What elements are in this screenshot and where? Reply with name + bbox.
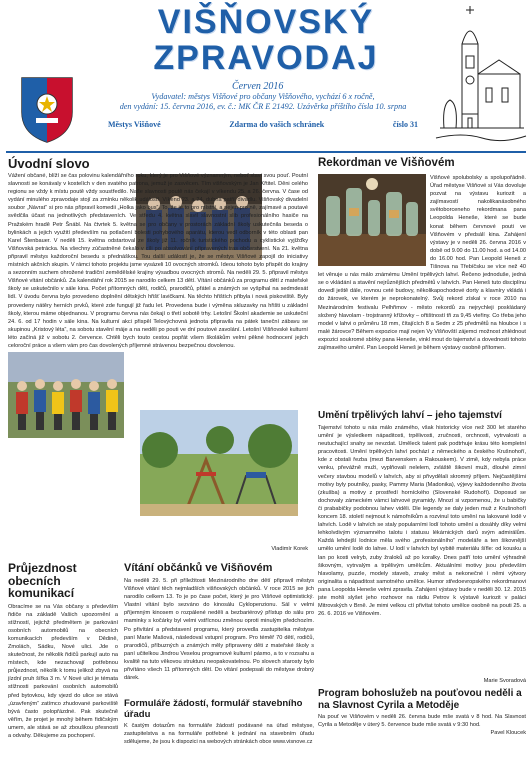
publisher-info: Vydavatel: městys Višňové pro občany Višňového, vychází 6 x ročně, den vydání: 15. června 2016, ev. č.: MK ČR E 21492. Uzávěrka příštího čísla 10. srpna bbox=[119, 92, 407, 111]
section-umeni bbox=[318, 410, 526, 686]
masthead-title-line2: ZPRAVODAJ bbox=[153, 39, 379, 77]
umeni-body: Tajemství tohoto u nás málo známého, však historicky více než 300 let starého umění je výsledkem nápaditosti, trpělivosti, zručnosti, orchnosti, vytrvalosti a neutuchající snahy se nevzdat. Uměleck talent pak podtrhuje krásu této kompletní pracovitosti. Umění trpělivých lahví pochází z německého a českého Krušnohoří, kde z obstali řezba (mezi Barvenskem a Rakouskem). V zimě, kdy nebyla práce venku, převážně muži, vyplňovali nelelem, zvláště šikovní muži, dlouhé zimní večery stavbou modelů v lahvích, aby si přivydělali skromný příjem. Nejčastějšími motivy byly poutníky, pasky, Pammy Maria (Madonika), výjevy každodenního života (zkušba) a motivy z prostředí horníckého (Slovenské Rudohoří). Doposud se dochovaly zámeckém vámci lahvové pyramidy. Mnozí si vzpomenou, že u babičky či prababičky podobnou lahev viděli. Dle legendy se daly jeden muž z Krušnohoří koncem 18. století nejmout k námořníkům a rozvinul toto umění na lakované lodě v lahvích. Lodě v lahvích se staly popularními lodí tohoto umění a dosáhly díky velmi lehkolvdivým významného talotu i statusu lékárnických darů svým admirálům. Každá lehdejší lodnice měla svého „profesionálního“ modeláře a ten šikovnější umělo umění lodě do lahve. U lodí v lahvích byl vybitě materiálu šířle: od kousku a lan po kosti velryb, zuby žraloků až po koralky. Dnes patří toto umění výhradně šikovným, vytrvalým a trpělivým umělcům. Aktuálními motivy jsou především hlavolamy, puzzle, modely staveb, znaky měst a nekonečné i němi výtvory originalita a nápaditost samotného umělce. Humor středoevropského rekordmanovi pana Leopolda Heneše velmi zpravila. Zahájení výstavy bude v neděli 30. 12. 2015 jste mohli slyšet jeho rozhovor na rádiu Petrov k výstavě kuriozit v paláci Mitrovských v Brně. Je mimi velkou ctí přivítat tohoto umělce osobně na pouti 25. a 26. 6. 2016 ve Višňovém. bbox=[318, 425, 526, 618]
distribution-note: Zdarma do vašich schránek bbox=[229, 120, 325, 129]
uvodni-title: Úvodní slovo bbox=[8, 156, 90, 171]
section-formulare bbox=[124, 698, 314, 756]
program-body: Na pouť ve Višňovém v neděli 26. června bude mše svatá v 8 hod. Na Slavnost Cyrila a Metoděje v úterý 5. července bude mše svatá v 9:30 hod. bbox=[318, 714, 526, 729]
rekordman-title: Rekordman ve Višňovém bbox=[318, 157, 455, 169]
uvodni-body bbox=[8, 172, 308, 350]
float-spacer bbox=[318, 174, 430, 266]
section-vitani bbox=[124, 562, 314, 682]
rekordman-body bbox=[318, 174, 526, 352]
rekordman-body-wrap bbox=[318, 174, 526, 408]
formulare-body: K častým dotazům na formuláře žádostí podávané na úřad městyse, zastupitelstva a na formuláře potřebné k jednání na stavebním úřadu sdělujeme, že jsou k dispozici na webových stránkách obce www.visnove.cz bbox=[124, 723, 314, 746]
masthead-divider bbox=[6, 151, 526, 153]
town-name: Městys Višňové bbox=[108, 120, 161, 129]
prujezdnost-title: Průjezdnost obecních komunikací bbox=[8, 561, 77, 600]
vitani-body: Na neděli 29. 5. při příležitosti Mezinárodního dne dětí připravil městys Višňové vítání těch nejmladších višňovských občánků. V roce 2015 se jich narodilo celkem 13. To je po čase počet, který je pro Višňové optimistický. Vlastní vítání bylo sezváno do kinosálu Cyklopenzionu. Sál v velmi příjemným kinosem o rozpálené neděli a bezbariérový přístup do sálu pro maminky s kočárky byl velmi vstřícnou změnou oproti minulým předchozím. Po přivítání a představení programu, který provedla zastupitelka městyse paní Marie Mašová, následoval vstupní program. Pro téměř 70 dětí, rodičů, prarodičů, příbuzných a známých měly připraveny děti z mateřské školy s paní učitelkou Jindrou Veselou programové kulturní pásmo, a to v rozsahu a kvalitě na tuto věkovou strukturu neopakovatelnou. Po slovech starosty bylo přivítáno všech 11 přítomných dětí. Do vítání podepsali do městyse drobný dárek. bbox=[124, 578, 314, 682]
prujezdnost-body: Obracíme se na Vás občany s především řidiče na základě Vašich upozornění a stížností, jejichž předmětem je parkování osobních automobilů na obecních komunikacích především v Dědině, Zmolách, Sádku, Nové ulici. Jde o skutečnost, že několik řidičů parkují auto na místech, kde nezachovají potřebnou průjezdnost, několik k tomu jelikož zbyvá na jízdní pruh šířka 3 m. V Nové ulici je témata stížnosti parkování osobních automobilů před bytovkou, kdy vjezd do ulice se stává „úzavřeným“ zatímco zhudované parkoviště bývá často polopřázdné. Pak skutečně věřím, že projet je mnohý během řidičským umem, ale stává se až zbouškou přesnosti a odvahy. Děkujeme za pochopení. bbox=[8, 603, 118, 739]
section-program bbox=[318, 688, 526, 756]
program-title: Program bohoslužeb na pouťovou neděli a na Slavnost Cyrila a Metoděje bbox=[318, 688, 522, 711]
flow-text: Vážení občané, blíží se čas polovinu kalendářního roku, který je pro Višňové významným, neboť stavi svou pouť. Poutní slavnosti se konávaly v kostelích v den svatého patrona, jemuž je zasvěcen. Tím višňovským je Jan Křtitel. Děni celého regionu se vždy k místu poutě vždy soustředilo. Naše slavnosti poutě nás čekají v víkendu 25. a 26. června. V čase od vydání minulého zpravodaje stojí za zmínku několik událostí. Víkend 23. a 24. dubna patřil divadlu. Višňovský divadelní soubor „Návrat“ si pro nás připravil komedii „Holka jako bus“. To, že je to pro místní, a nejen pro ně, zajímavé a poutavé svědčila účast na jednotlivých představeních. Ve středu 4. května slavil slavnostní slib profesionálního hasiče na Pražském hradě Petr Šnábl. Na čtvrtek 5. května se pro občany v prostorách základní školy uskutečnila beseda o bylinkách a jejich využití především na potlačení bolesti pohybového aparátu, kterou vedl odborník v této oblasti pan Karel Štenbauer. V neděli 15. května odstartoval ze školy již 11. ročník turistického pochodu a cyklistické vyjížďky Višňovská petrácka. Na všechny zúčastněné čekalo v cíli po absolvování připravených tras občerstvení. Na 21. května připravil městys každoroční besedu s přednáškou. Tou další událostí je, že se městys Višňové zapojil do iniciativy místních akčních skupin. V rámci tohoto projektu jsme vysázeli 10 ovocných stromků. Ideou tohoto bylo přispět do krajiny a sezonním suchem ohrožené tradiční zemědělské krajiny výsadbou ovocných stromů. Na neděli 29. 5. připravil městys Višňové vítání občánků. Za kalendářní rok 2015 se narodilo celkem 13 dětí. Vítání občánků za programu dětí z mateřské školy se uskutečnilo v sále kina. Počet přítomných dětí, rodičů, prarodičů, přátel a známých se vyšplhal na sedmdesát lidí. V úvodu června bylo provedeno doplnění dětských hřišť lavičkami. Na těchto hřištích přibyla i nová piskoviště. Byly provedeny nátěry herních prvků, které zde fungují již řadu let. Provedena bude i výměna skluzavky na hřišti u základní školy, kterou máme objednanou. V programu června nás čekají o třetí sobotě trhy. Letošní Školní akademie se uskuteční 24. 6. od 17 hodin v sále kina. Na kulturní akci přispěl Telovýchovná jednota připravila na pátek taneční zábavu se skupinou „Kristový léta“, na sobotu stavění máje a na neděli po pouti ve dní poutové zavolání. Letošní Višňovské kulturní léto začíná již v sobotu 2. července. Chtěli bych touto cestou popřát všem školákům velmi pěkné hodnocení jejich celoroční práce a všem vám pro čas dovolených příjemné strávenou bezpečnou dovolenou. bbox=[8, 173, 308, 349]
masthead-title-line1: VIŠŇOVSKÝ bbox=[157, 3, 375, 41]
masthead-bar bbox=[108, 120, 418, 132]
flow-text: Višňové spolubolsky a spolupořádně. Úřad městyse Višňové si Vás dovoluje pozvat na výstavu kuriozit a zajímavostí nakolikanásobného světoborceneho rekordmana pana Leopolda Heneše, které se bude konat během červnové pouti ve Višňovém v předsálí kina. Zahájení výstavy je v neděli 26. června 2016 v době od 9.00 do 11.00 hod. a od 14.00 do 16.00 hod. Pan Leopold Heneš z Tišnova na Třebíčsku se více než 40 let věnuje u nás málo známému Umění trpělivých lahví. Řečeno jednoduše, jedná se o vkládání a stavění nejrůznějších předmětů v lahvích. Pan Heneš tuto disciplínu dovedl ještě dále, rovnou ceté budovy, několikapochodové dorty a klavníry vkládá i do žárovek, ve kterém je neprokonatelný. Svůj rekord získal v roce 2010 na Mezinárodním festivalu Pelhřimov - město rekordů za nejrychleji poskládaný složený hlavolam - trojstranný křížovky – ořtištností tři za 9,45 vteřiny. Co třeba jeho model v lahvi o průměru 18 mm, čítajících 8 a Sedm z 25 předmětů na hloubce i s malé žárovce? Během expozice mají nejen Vy Višňovští zájemci možnost zhlédnout expozici soukromé sbírky pana Heneše, vinkl mout do tajemství a dovednosti tohoto zajímavého umění. Pan Leopold Heneš je během výstavy osobně přítomen. bbox=[318, 175, 526, 351]
uvodni-signature: Vladimír Korek bbox=[271, 546, 308, 552]
float-spacer bbox=[144, 432, 308, 540]
issue-number: číslo 31 bbox=[392, 120, 418, 129]
umeni-title: Umění trpělivých lahví – jeho tajemství bbox=[318, 410, 502, 421]
umeni-signature: Marie Svoradová bbox=[483, 678, 526, 684]
issue-date: Červen 2016 bbox=[232, 81, 284, 92]
masthead bbox=[0, 0, 532, 150]
program-signature: Pavel Kloucek bbox=[490, 730, 526, 737]
section-prujezdnost bbox=[8, 562, 118, 754]
formulare-title: Formuláře žádostí, formulář stavebního úřadu bbox=[124, 698, 303, 720]
float-spacer bbox=[8, 352, 128, 440]
vitani-title: Vítání občánků ve Višňovém bbox=[124, 562, 273, 574]
coat-of-arms-icon bbox=[18, 74, 76, 144]
uvodni-body-wrap bbox=[8, 172, 308, 544]
umeni-body-wrap bbox=[318, 424, 526, 676]
church-drawing-icon bbox=[432, 4, 528, 148]
